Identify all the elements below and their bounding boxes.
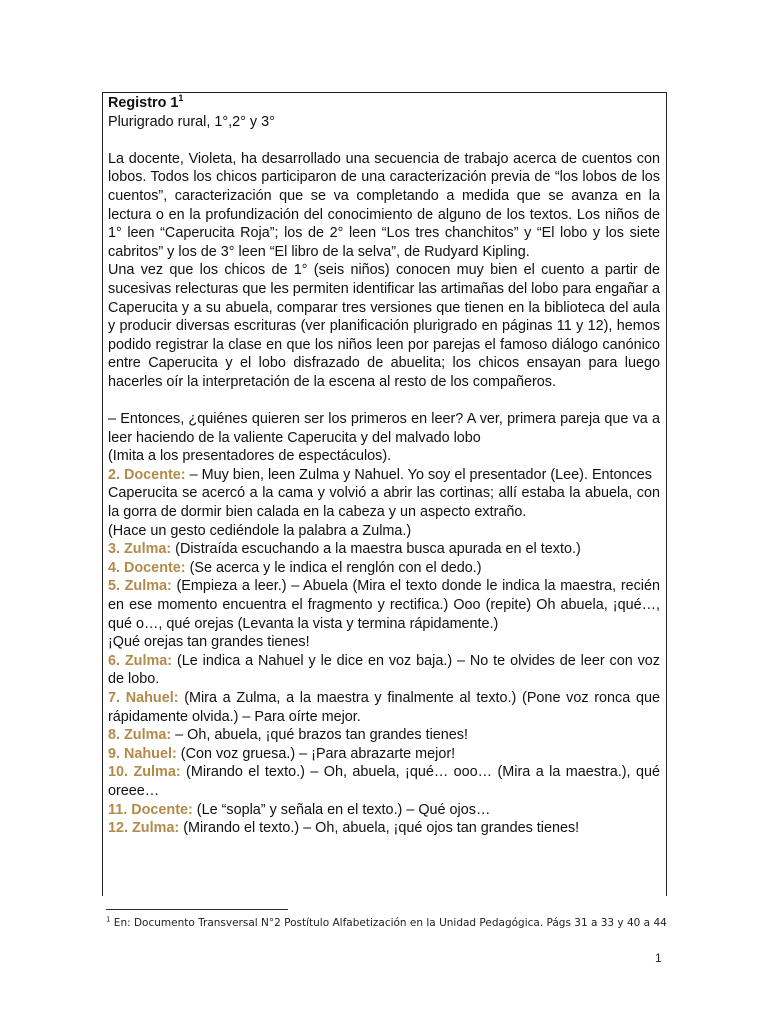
dialogue-text: – Oh, abuela, ¡qué brazos tan grandes tienes! — [175, 727, 468, 744]
dialogue-text: (Se acerca y le indica el renglón con el dedo.) — [189, 559, 482, 576]
context-paragraph-1: La docente, Violeta, ha desarrollado una secuencia de trabajo acerca de cuentos con lobos. Todos los chicos participaron de una caracterización previa de “los lobos de los cuentos”, caracterización que se va completando a medida que se avanza en la lectura o en la profundización del conocimiento de alguno de los textos. Los niños de 1° leen “Caperucita Roja”; los de 2° leen “Los tres chanchitos” y “El lobo y los siete cabritos” y los de 3° leen “El libro de la selva”, de Rudyard Kipling. — [108, 150, 660, 260]
footnote — [106, 917, 706, 929]
speaker-label: 7. Nahuel: — [108, 690, 179, 706]
dialogue-line — [108, 633, 660, 652]
dialogue-line — [108, 652, 660, 689]
speaker-label: 5. Zulma: — [108, 578, 172, 595]
speaker-label: 11. Docente: — [108, 801, 193, 818]
dialogue-intro-note: (Imita a los presentadores de espectáculos). — [108, 448, 392, 465]
speaker-label: 2. Docente: — [108, 466, 186, 483]
dialogue-text: (Mirando el texto.) – Oh, abuela, ¡qué… ooo… (Mira a la maestra.), qué oreee… — [108, 764, 660, 799]
dialogue-text: ¡Qué orejas tan grandes tienes! — [108, 634, 310, 651]
record-box — [102, 92, 667, 896]
dialogue-line — [108, 801, 660, 820]
dialogue-text: (Le “sopla” y señala en el texto.) – Qué ojos… — [196, 801, 491, 818]
dialogue-text: (Con voz gruesa.) – ¡Para abrazarte mejor! — [180, 745, 456, 762]
dialogue-line — [108, 819, 660, 838]
dialogue-line — [108, 763, 660, 800]
dialogue-line — [108, 577, 660, 633]
record-title: Registro 1 — [108, 95, 179, 111]
dialogue-text: (Mirando el texto.) – Oh, abuela, ¡qué ojos tan grandes tienes! — [183, 820, 580, 837]
dialogue-text: (Hace un gesto cediéndole la palabra a Zulma.) — [108, 522, 412, 539]
page-number: 1 — [655, 951, 662, 965]
dialogue-text: Caperucita se acercó a la cama y volvió a abrir las cortinas; allí estaba la abuela, con la gorra de dormir bien calada en la cabeza y un aspecto extraño. — [108, 485, 660, 521]
dialogue-text: – Muy bien, leen Zulma y Nahuel. Yo soy el presentador (Lee). Entonces — [189, 466, 652, 483]
footnote-mark: 1 — [106, 915, 111, 924]
speaker-label: 4. Docente: — [108, 559, 186, 576]
speaker-label: 10. Zulma: — [108, 764, 181, 781]
dialogue-line — [108, 689, 660, 726]
footnote-divider — [106, 909, 288, 910]
dialogue-line — [108, 559, 660, 578]
dialogue-line — [108, 484, 660, 521]
dialogue-line — [108, 726, 660, 745]
footnote-ref[interactable]: 1 — [178, 93, 184, 104]
context-paragraph-2: Una vez que los chicos de 1° (seis niños) conocen muy bien el cuento a partir de sucesivas relecturas que les permiten identificar las artimañas del lobo para engañar a Caperucita y a su abuela, comparar tres versiones que tienen en la biblioteca del aula y producir diversas escrituras (ver planificación plurigrado en páginas 11 y 12), hemos podido registrar la clase en que los niños leen por parejas el famoso diálogo canónico entre Caperucita y el lobo disfrazado de abuelita; los chicos ensayan para luego hacerles oír la interpretación de la escena al resto de los compañeros. — [108, 262, 660, 390]
dialogue-text: (Distraída escuchando a la maestra busca apurada en el texto.) — [175, 541, 581, 558]
record-heading — [108, 94, 660, 113]
speaker-label: 8. Zulma: — [108, 727, 172, 744]
speaker-label: 3. Zulma: — [108, 541, 172, 558]
dialogue-line — [108, 540, 660, 559]
dialogue-text: (Mira a Zulma, a la maestra y finalmente al texto.) (Pone voz ronca que rápidamente olvida.) – Para oírte mejor. — [108, 690, 660, 725]
speaker-label: 12. Zulma: — [108, 820, 180, 837]
dialogue-intro: – Entonces, ¿quiénes quieren ser los primeros en leer? A ver, primera pareja que va a leer haciendo de la valiente Caperucita y del malvado lobo — [108, 411, 660, 446]
dialogue-line — [108, 466, 660, 485]
footnote-text: En: Documento Transversal N°2 Postítulo Alfabetización en la Unidad Pedagógica. Págs 31 a 33 y 40 a 44 — [110, 917, 667, 929]
dialogue-text: (Empieza a leer.) – Abuela (Mira el texto donde le indica la maestra, recién en ese momento encuentra el fragmento y rectifica.) Ooo (repite) Oh abuela, ¡qué…, qué o…, qué orejas (Levanta la vista y termina rápidamente.) — [108, 578, 661, 632]
dialogue-line — [108, 522, 660, 541]
record-subtitle: Plurigrado rural, 1°,2° y 3° — [108, 113, 275, 130]
speaker-label: 9. Nahuel: — [108, 745, 177, 762]
dialogue-line — [108, 745, 660, 764]
dialogue-text: (Le indica a Nahuel y le dice en voz baja.) – No te olvides de leer con voz de lobo. — [108, 652, 661, 688]
speaker-label: 6. Zulma: — [108, 652, 173, 669]
